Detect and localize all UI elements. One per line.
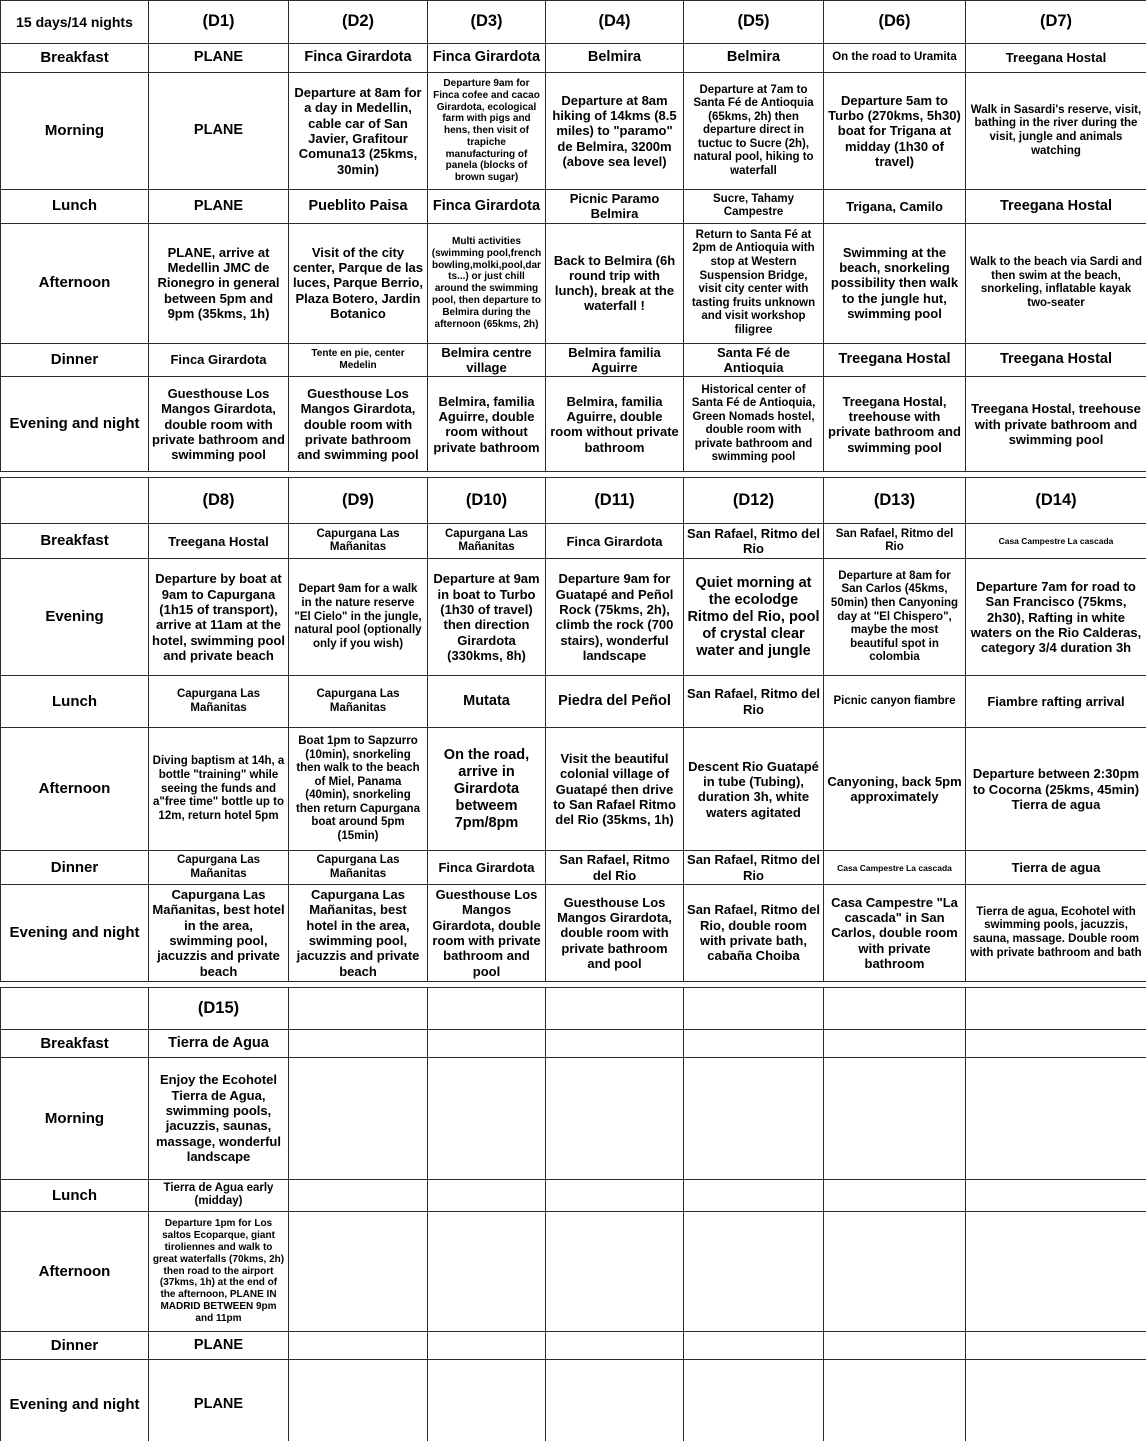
cell-d7-lunch: Treegana Hostal — [966, 190, 1146, 224]
cell-d5-afternoon: Return to Santa Fé at 2pm de Antioquia with stop at Western Suspension Bridge, visit city center with tasting fruits unknown and visit workshop filigree — [684, 223, 824, 343]
row-label-dinner: Dinner — [1, 1331, 149, 1359]
cell-d4-breakfast: Belmira — [546, 44, 684, 73]
empty-cell — [289, 1057, 428, 1179]
table-row-header — [1, 478, 1146, 524]
empty-cell — [428, 1179, 546, 1211]
table-row-afternoon — [1, 223, 1146, 343]
cell-d6-afternoon: Swimming at the beach, snorkeling possibility then walk to the jungle hut, swimming pool — [824, 223, 966, 343]
cell-d15-dinner: PLANE — [149, 1331, 289, 1359]
day-header-d6: (D6) — [824, 1, 966, 44]
cell-d8-lunch: Capurgana Las Mañanitas — [149, 676, 289, 728]
corner-cell-block2 — [1, 478, 149, 524]
cell-d1-dinner: Finca Girardota — [149, 343, 289, 377]
cell-d4-dinner: Belmira familia Aguirre — [546, 343, 684, 377]
cell-d10-evening-night: Guesthouse Los Mangos Girardota, double room with private bathroom and pool — [428, 884, 546, 981]
empty-cell — [966, 987, 1146, 1029]
cell-d1-afternoon: PLANE, arrive at Medellin JMC de Rionegro in general between 5pm and 9pm (35kms, 1h) — [149, 223, 289, 343]
cell-d2-morning: Departure at 8am for a day in Medellin, cable car of San Javier, Grafitour Comuna13 (25kms, 30min) — [289, 73, 428, 190]
empty-cell — [684, 987, 824, 1029]
cell-d13-breakfast: San Rafael, Ritmo del Rio — [824, 524, 966, 559]
row-label-afternoon: Afternoon — [1, 728, 149, 851]
empty-cell — [428, 1029, 546, 1057]
cell-d11-evening-night: Guesthouse Los Mangos Girardota, double room with private bathroom and pool — [546, 884, 684, 981]
day-header-d10: (D10) — [428, 478, 546, 524]
empty-cell — [966, 1211, 1146, 1331]
day-header-d12: (D12) — [684, 478, 824, 524]
empty-cell — [824, 1359, 966, 1441]
corner-cell-block3 — [1, 987, 149, 1029]
empty-cell — [824, 1211, 966, 1331]
cell-d8-evening-night: Capurgana Las Mañanitas, best hotel in the area, swimming pool, jacuzzis and private beach — [149, 884, 289, 981]
empty-cell — [684, 1359, 824, 1441]
empty-cell — [289, 1359, 428, 1441]
empty-cell — [546, 1029, 684, 1057]
empty-cell — [966, 1029, 1146, 1057]
cell-d3-afternoon: Multi activities (swimming pool,french bowling,molki,pool,darts...) or just chill around the swimming pool, then departure to Belmira during the afternoon (65kms, 2h) — [428, 223, 546, 343]
cell-d7-dinner: Treegana Hostal — [966, 343, 1146, 377]
cell-d8-evening: Departure by boat at 9am to Capurgana (1h15 of transport), arrive at 11am at the hotel, swimming pool and private beach — [149, 559, 289, 676]
cell-d2-evening: Guesthouse Los Mangos Girardota, double room with private bathroom and swimming pool — [289, 377, 428, 472]
cell-d10-lunch: Mutata — [428, 676, 546, 728]
cell-d1-breakfast: PLANE — [149, 44, 289, 73]
cell-d14-lunch: Fiambre rafting arrival — [966, 676, 1146, 728]
row-label-breakfast: Breakfast — [1, 44, 149, 73]
empty-cell — [824, 1029, 966, 1057]
table-row-lunch — [1, 190, 1146, 224]
table-row-header — [1, 1, 1146, 44]
cell-d12-afternoon: Descent Rio Guatapé in tube (Tubing), duration 3h, white waters agitated — [684, 728, 824, 851]
empty-cell — [824, 987, 966, 1029]
cell-d10-dinner: Finca Girardota — [428, 851, 546, 885]
cell-d4-afternoon: Back to Belmira (6h round trip with lunch), break at the waterfall ! — [546, 223, 684, 343]
cell-d5-lunch: Sucre, Tahamy Campestre — [684, 190, 824, 224]
day-header-d9: (D9) — [289, 478, 428, 524]
cell-d7-morning: Walk in Sasardi's reserve, visit, bathing in the river during the visit, jungle and animals watching — [966, 73, 1146, 190]
empty-cell — [289, 1029, 428, 1057]
cell-d4-morning: Departure at 8am hiking of 14kms (8.5 miles) to "paramo" de Belmira, 3200m (above sea level) — [546, 73, 684, 190]
cell-d11-afternoon: Visit the beautiful colonial village of Guatapé then drive to San Rafael Ritmo del Rio (35kms, 1h) — [546, 728, 684, 851]
empty-cell — [428, 1057, 546, 1179]
cell-d14-breakfast: Casa Campestre La cascada — [966, 524, 1146, 559]
cell-d13-dinner: Casa Campestre La cascada — [824, 851, 966, 885]
table-row-morning — [1, 73, 1146, 190]
table-row-evening-and-night — [1, 1359, 1146, 1441]
empty-cell — [684, 1179, 824, 1211]
cell-d7-breakfast: Treegana Hostal — [966, 44, 1146, 73]
cell-d6-morning: Departure 5am to Turbo (270kms, 5h30) boat for Trigana at midday (1h30 of travel) — [824, 73, 966, 190]
empty-cell — [546, 1179, 684, 1211]
day-header-d2: (D2) — [289, 1, 428, 44]
row-label-breakfast: Breakfast — [1, 524, 149, 559]
table-row-breakfast — [1, 1029, 1146, 1057]
empty-cell — [966, 1179, 1146, 1211]
cell-d10-breakfast: Capurgana Las Mañanitas — [428, 524, 546, 559]
cell-d3-evening: Belmira, familia Aguirre, double room without private bathroom — [428, 377, 546, 472]
cell-d11-evening: Departure 9am for Guatapé and Peñol Rock (75kms, 2h), climb the rock (700 stairs), wonderful landscape — [546, 559, 684, 676]
table-row-header — [1, 987, 1146, 1029]
cell-d1-lunch: PLANE — [149, 190, 289, 224]
table-row-breakfast — [1, 524, 1146, 559]
row-label-afternoon: Afternoon — [1, 223, 149, 343]
table-row-afternoon — [1, 1211, 1146, 1331]
day-header-d5: (D5) — [684, 1, 824, 44]
cell-d5-breakfast: Belmira — [684, 44, 824, 73]
cell-d14-evening-night: Tierra de agua, Ecohotel with swimming pools, jacuzzis, sauna, massage. Double room with private bathroom and bath — [966, 884, 1146, 981]
day-header-d14: (D14) — [966, 478, 1146, 524]
day-header-d3: (D3) — [428, 1, 546, 44]
empty-cell — [546, 1331, 684, 1359]
empty-cell — [684, 1331, 824, 1359]
cell-d12-breakfast: San Rafael, Ritmo del Rio — [684, 524, 824, 559]
cell-d10-evening: Departure at 9am in boat to Turbo (1h30 of travel) then direction Girardota (330kms, 8h) — [428, 559, 546, 676]
table-row-lunch — [1, 1179, 1146, 1211]
empty-cell — [289, 987, 428, 1029]
cell-d5-evening: Historical center of Santa Fé de Antioquia, Green Nomads hostel, double room with private bathroom and swimming pool — [684, 377, 824, 472]
empty-cell — [966, 1057, 1146, 1179]
cell-d12-lunch: San Rafael, Ritmo del Rio — [684, 676, 824, 728]
cell-d13-afternoon: Canyoning, back 5pm approximately — [824, 728, 966, 851]
cell-d8-afternoon: Diving baptism at 14h, a bottle "training" while seeing the funds and a"free time" bottle up to 12m, return hotel 5pm — [149, 728, 289, 851]
row-label-afternoon: Afternoon — [1, 1211, 149, 1331]
cell-d5-morning: Departure at 7am to Santa Fé de Antioquia (65kms, 2h) then departure direct in tuctuc to Sucre (2h), natural pool, hiking to waterfall — [684, 73, 824, 190]
cell-d9-lunch: Capurgana Las Mañanitas — [289, 676, 428, 728]
cell-d9-afternoon: Boat 1pm to Sapzurro (10min), snorkeling then walk to the beach of Miel, Panama (40min), snorkeling then return Capurgana boat around 5pm (15min) — [289, 728, 428, 851]
cell-d14-evening: Departure 7am for road to San Francisco (75kms, 2h30), Rafting in white waters on the Rio Calderas, category 3/4 duration 3h — [966, 559, 1146, 676]
empty-cell — [428, 1359, 546, 1441]
cell-d15-breakfast: Tierra de Agua — [149, 1029, 289, 1057]
cell-d12-evening: Quiet morning at the ecolodge Ritmo del Rio, pool of crystal clear water and jungle — [684, 559, 824, 676]
row-label-breakfast: Breakfast — [1, 1029, 149, 1057]
cell-d4-evening: Belmira, familia Aguirre, double room without private bathroom — [546, 377, 684, 472]
empty-cell — [289, 1179, 428, 1211]
cell-d6-dinner: Treegana Hostal — [824, 343, 966, 377]
cell-d13-evening: Departure at 8am for San Carlos (45kms, 50min) then Canyoning day at "El Chispero", maybe the most beautiful spot in colombia — [824, 559, 966, 676]
cell-d9-evening: Depart 9am for a walk in the nature reserve "El Cielo" in the jungle, natural pool (optionally only if you wish) — [289, 559, 428, 676]
cell-d11-dinner: San Rafael, Ritmo del Rio — [546, 851, 684, 885]
empty-cell — [289, 1211, 428, 1331]
row-label-evening-and-night: Evening and night — [1, 1359, 149, 1441]
row-label-lunch: Lunch — [1, 676, 149, 728]
row-label-evening-and-night: Evening and night — [1, 377, 149, 472]
day-header-d1: (D1) — [149, 1, 289, 44]
sheet-title: 15 days/14 nights — [1, 1, 149, 44]
itinerary-block-2 — [0, 477, 1146, 982]
table-row-dinner — [1, 343, 1146, 377]
itinerary-block-1 — [0, 0, 1146, 472]
cell-d12-evening-night: San Rafael, Ritmo del Rio, double room with private bath, cabaña Choiba — [684, 884, 824, 981]
day-header-d7: (D7) — [966, 1, 1146, 44]
cell-d8-dinner: Capurgana Las Mañanitas — [149, 851, 289, 885]
table-row-lunch — [1, 676, 1146, 728]
cell-d15-lunch: Tierra de Agua early (midday) — [149, 1179, 289, 1211]
empty-cell — [289, 1331, 428, 1359]
table-row-dinner — [1, 1331, 1146, 1359]
table-row-evening-and-night — [1, 884, 1146, 981]
cell-d3-lunch: Finca Girardota — [428, 190, 546, 224]
cell-d9-breakfast: Capurgana Las Mañanitas — [289, 524, 428, 559]
cell-d7-evening: Treegana Hostal, treehouse with private bathroom and swimming pool — [966, 377, 1146, 472]
day-header-d4: (D4) — [546, 1, 684, 44]
empty-cell — [546, 987, 684, 1029]
cell-d2-breakfast: Finca Girardota — [289, 44, 428, 73]
row-label-dinner: Dinner — [1, 343, 149, 377]
cell-d1-morning: PLANE — [149, 73, 289, 190]
row-label-evening: Evening — [1, 559, 149, 676]
empty-cell — [546, 1359, 684, 1441]
cell-d11-lunch: Piedra del Peñol — [546, 676, 684, 728]
empty-cell — [428, 987, 546, 1029]
itinerary-block-3 — [0, 987, 1146, 1441]
table-row-dinner — [1, 851, 1146, 885]
cell-d2-lunch: Pueblito Paisa — [289, 190, 428, 224]
row-label-dinner: Dinner — [1, 851, 149, 885]
row-label-evening-and-night: Evening and night — [1, 884, 149, 981]
cell-d12-dinner: San Rafael, Ritmo del Rio — [684, 851, 824, 885]
empty-cell — [428, 1331, 546, 1359]
cell-d8-breakfast: Treegana Hostal — [149, 524, 289, 559]
cell-d3-breakfast: Finca Girardota — [428, 44, 546, 73]
empty-cell — [966, 1359, 1146, 1441]
cell-d14-afternoon: Departure between 2:30pm to Cocorna (25kms, 45min) Tierra de agua — [966, 728, 1146, 851]
table-row-evening-and-night — [1, 377, 1146, 472]
cell-d13-lunch: Picnic canyon fiambre — [824, 676, 966, 728]
table-row-afternoon — [1, 728, 1146, 851]
cell-d5-dinner: Santa Fé de Antioquia — [684, 343, 824, 377]
empty-cell — [684, 1029, 824, 1057]
cell-d10-afternoon: On the road, arrive in Girardota betweem 7pm/8pm — [428, 728, 546, 851]
cell-d13-evening-night: Casa Campestre "La cascada" in San Carlos, double room with private bathroom — [824, 884, 966, 981]
cell-d4-lunch: Picnic Paramo Belmira — [546, 190, 684, 224]
row-label-morning: Morning — [1, 73, 149, 190]
row-label-lunch: Lunch — [1, 190, 149, 224]
cell-d6-breakfast: On the road to Uramita — [824, 44, 966, 73]
cell-d1-evening: Guesthouse Los Mangos Girardota, double room with private bathroom and swimming pool — [149, 377, 289, 472]
day-header-d8: (D8) — [149, 478, 289, 524]
cell-d6-lunch: Trigana, Camilo — [824, 190, 966, 224]
empty-cell — [824, 1179, 966, 1211]
cell-d14-dinner: Tierra de agua — [966, 851, 1146, 885]
day-header-d13: (D13) — [824, 478, 966, 524]
empty-cell — [966, 1331, 1146, 1359]
cell-d3-dinner: Belmira centre village — [428, 343, 546, 377]
table-row-breakfast — [1, 44, 1146, 73]
cell-d2-dinner: Tente en pie, center Medelin — [289, 343, 428, 377]
cell-d9-dinner: Capurgana Las Mañanitas — [289, 851, 428, 885]
cell-d9-evening-night: Capurgana Las Mañanitas, best hotel in the area, swimming pool, jacuzzis and private beach — [289, 884, 428, 981]
cell-d15-afternoon: Departure 1pm for Los saltos Ecoparque, giant tiroliennes and walk to great waterfalls (70kms, 2h) then road to the airport (37kms, 1h) at the end of the afternoon, PLANE IN MADRID BETWEEN 9pm and 11pm — [149, 1211, 289, 1331]
row-label-morning: Morning — [1, 1057, 149, 1179]
empty-cell — [428, 1211, 546, 1331]
cell-d6-evening: Treegana Hostal, treehouse with private bathroom and swimming pool — [824, 377, 966, 472]
day-header-d11: (D11) — [546, 478, 684, 524]
empty-cell — [546, 1057, 684, 1179]
empty-cell — [824, 1331, 966, 1359]
empty-cell — [824, 1057, 966, 1179]
table-row-evening — [1, 559, 1146, 676]
cell-d11-breakfast: Finca Girardota — [546, 524, 684, 559]
day-header-d15: (D15) — [149, 987, 289, 1029]
empty-cell — [684, 1211, 824, 1331]
cell-d15-evening-night: PLANE — [149, 1359, 289, 1441]
cell-d7-afternoon: Walk to the beach via Sardi and then swim at the beach, snorkeling, inflatable kayak two-seater — [966, 223, 1146, 343]
cell-d15-morning: Enjoy the Ecohotel Tierra de Agua, swimming pools, jacuzzis, saunas, massage, wonderful landscape — [149, 1057, 289, 1179]
row-label-lunch: Lunch — [1, 1179, 149, 1211]
empty-cell — [684, 1057, 824, 1179]
cell-d3-morning: Departure 9am for Finca cofee and cacao Girardota, ecological farm with pigs and hens, then visit of trapiche manufacturing of panela (blocks of brown sugar) — [428, 73, 546, 190]
empty-cell — [546, 1211, 684, 1331]
table-row-morning — [1, 1057, 1146, 1179]
cell-d2-afternoon: Visit of the city center, Parque de las luces, Parque Berrio, Plaza Botero, Jardin Botanico — [289, 223, 428, 343]
